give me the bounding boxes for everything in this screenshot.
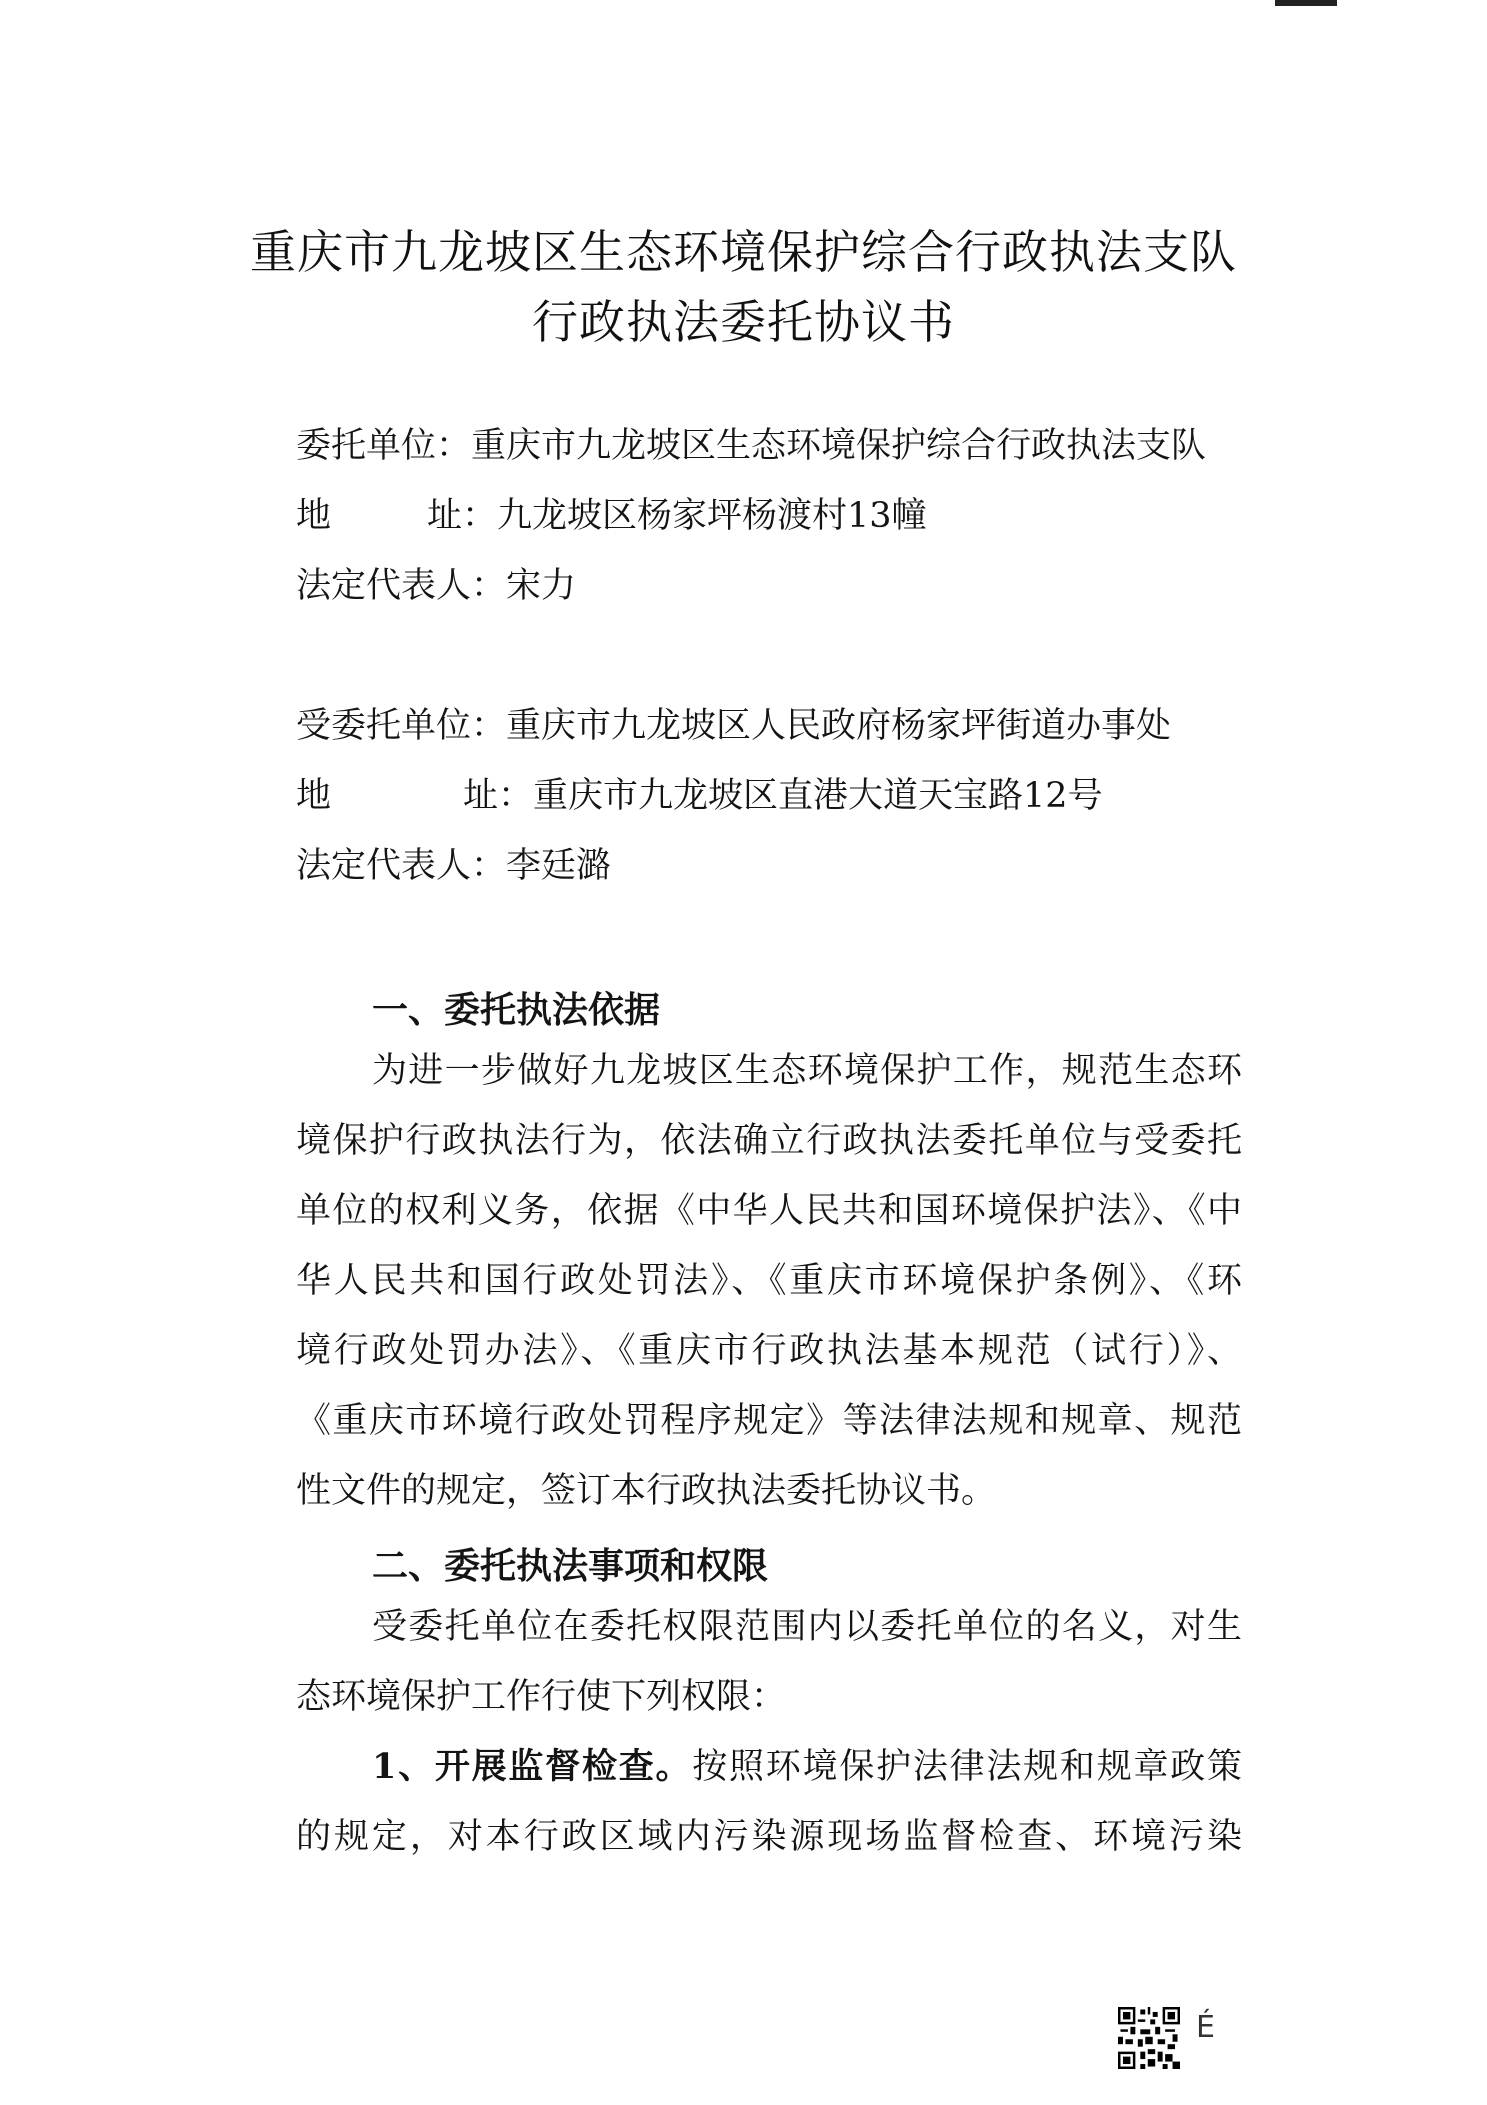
party-a-address-label-2: 址： [427,496,498,536]
party-b-address-label-1: 地 [296,776,332,816]
section1-line: 性文件的规定，签订本行政执法委托协议书。 [296,1471,997,1511]
party-b-address-value: 重庆市九龙坡区直港大道天宝路12号 [533,776,1103,816]
section1-line: 《重庆市环境行政处罚程序规定》等法律法规和规章、规范 [296,1401,1242,1441]
party-a-address-value: 九龙坡区杨家坪杨渡村13幢 [497,496,927,536]
section2-heading: 二、委托执法事项和权限 [372,1546,769,1587]
party-b-unit [296,704,1256,748]
party-b-rep-value: 李廷潞 [506,846,612,886]
section1-line: 华人民共和国行政处罚法》、《重庆市环境保护条例》、《环 [296,1261,1242,1301]
party-a-address [296,494,1256,538]
section2-item1-text: 按照环境保护法律法规和规章政策 [692,1747,1242,1787]
party-a-unit [296,424,1256,468]
section1-line: 境行政处罚办法》、《重庆市行政执法基本规范（试行）》、 [296,1331,1242,1371]
party-a-rep-value: 宋力 [506,566,577,606]
qr-code-icon [1118,2007,1180,2069]
document-title-line2: 行政执法委托协议书 [532,295,955,349]
section1-line: 为进一步做好九龙坡区生态环境保护工作，规范生态环 [372,1051,1242,1091]
section2-line: 态环境保护工作行使下列权限： [296,1677,787,1717]
party-b-unit-value: 重庆市九龙坡区人民政府杨家坪街道办事处 [506,706,1172,746]
section2-line: 受委托单位在委托权限范围内以委托单位的名义，对生 [372,1607,1242,1647]
document-title-line1: 重庆市九龙坡区生态环境保护综合行政执法支队 [250,225,1237,279]
footer-mark: É [1196,2010,1215,2045]
party-b-unit-label: 受委托单位： [296,706,507,746]
party-a-rep [296,564,1256,608]
section1-heading: 一、委托执法依据 [372,990,661,1031]
party-b-rep [296,844,1256,888]
party-a-address-label-1: 地 [296,496,332,536]
section2-item1 [372,1745,1242,1789]
party-b-address-label-2: 址： [463,776,534,816]
scan-mark [1275,0,1337,6]
party-a-unit-value: 重庆市九龙坡区生态环境保护综合行政执法支队 [471,426,1207,466]
party-a-unit-label: 委托单位： [296,426,472,466]
section1-line: 境保护行政执法行为，依法确立行政执法委托单位与受委托 [296,1121,1242,1161]
section2-line: 的规定，对本行政区域内污染源现场监督检查、环境污染 [296,1817,1242,1857]
party-b-rep-label: 法定代表人： [296,846,507,886]
party-a-rep-label: 法定代表人： [296,566,507,606]
section1-line: 单位的权利义务，依据《中华人民共和国环境保护法》、《中 [296,1191,1242,1231]
party-b-address [296,774,1256,818]
section2-item1-heading: 1、开展监督检查。 [372,1746,693,1787]
